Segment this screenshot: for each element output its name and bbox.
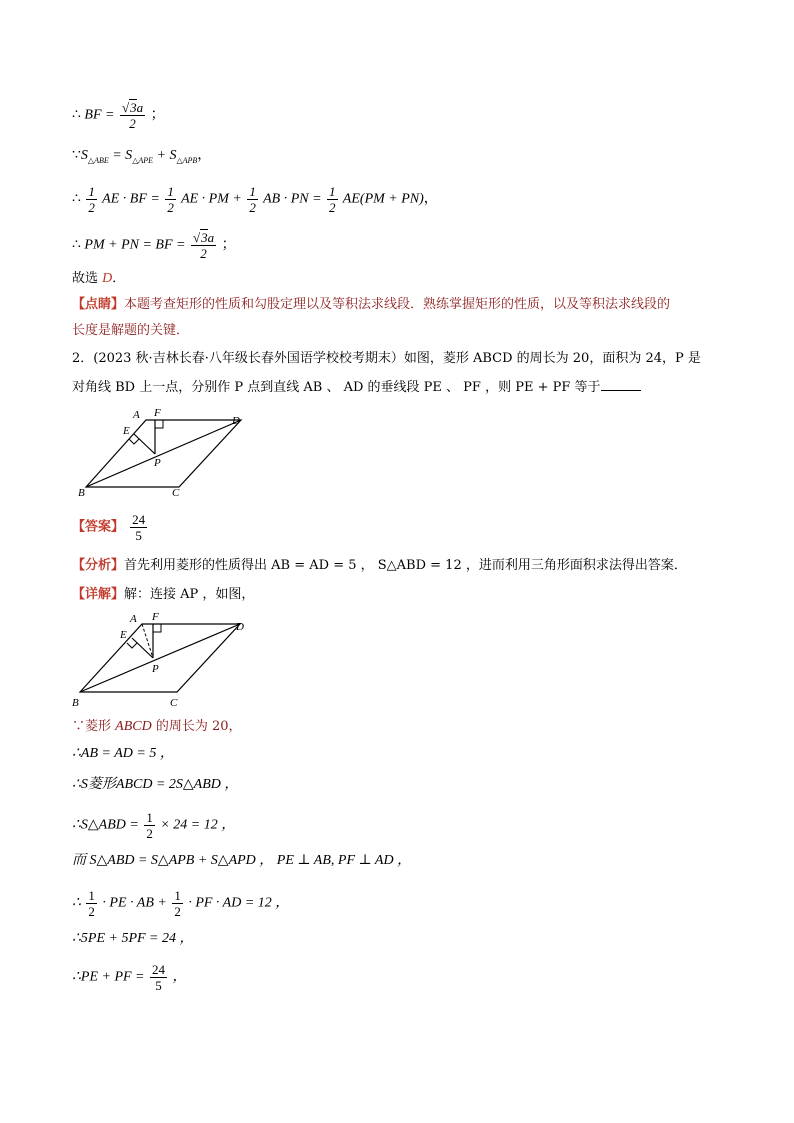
label-f: F — [154, 407, 161, 419]
question-2-line-1: 2．(2023 秋·吉林长春·八年级长春外国语学校校考期末）如图，菱形 ABCD 的周长为 20，面积为 24，P 是 — [72, 351, 701, 366]
eq-area-sum: $\because S_{\triangle ABE} = S_{\triangle APE} + S_{\triangle APB}$， — [72, 148, 212, 165]
label-b-2: B — [72, 697, 79, 709]
label-p-2: P — [152, 663, 159, 675]
rhombus-figure-2 — [70, 610, 260, 710]
eq-bf: ∴ BF = $\frac{√3a}{2}$ ； — [72, 100, 165, 131]
step-2: ∴AB = AD = 5 ， — [72, 746, 174, 761]
step-5: 而 S△ABD = S△APB + S△APD ， PE ⊥ AB, PF ⊥ AD ， — [72, 853, 412, 868]
rhombus-figure-1 — [76, 404, 256, 499]
choose-answer: 故选 D． — [72, 271, 126, 286]
label-e-2: E — [120, 629, 127, 641]
step-8: ∴PE + PF = $\frac{24}{5}$ ， — [72, 962, 187, 993]
choice-d: D — [102, 271, 113, 286]
step-7: ∴5PE + 5PF = 24 ， — [72, 931, 194, 946]
tip-line-2: 长度是解题的关键． — [72, 323, 190, 338]
label-a-2: A — [130, 613, 137, 625]
answer-blank — [601, 378, 641, 391]
analysis-tag: 【分析】 — [72, 558, 125, 573]
label-f-2: F — [152, 611, 159, 623]
therefore-symbol: ∴ — [72, 107, 81, 123]
label-d: D — [232, 415, 240, 427]
label-c: C — [172, 487, 180, 499]
tip-line-1: 【点睛】本题考查矩形的性质和勾股定理以及等积法求线段．熟练掌握矩形的性质，以及等积法求线段的 — [72, 297, 671, 312]
question-2-line-2: 对角线 BD 上一点，分别作 P 点到直线 AB 、 AD 的垂线段 PE 、 PF ，则 PE + PF 等于 — [72, 378, 641, 397]
label-a: A — [133, 409, 140, 421]
answer-tag: 【答案】 — [72, 519, 125, 535]
detail-line: 【详解】解：连接 AP ，如图， — [72, 587, 255, 602]
answer-fraction: $\frac{24}{5}$ — [132, 512, 146, 543]
frac-sqrt3a-2: $\frac{√3a}{2}$ — [121, 100, 144, 131]
label-p: P — [154, 457, 161, 469]
detail-tag: 【详解】 — [72, 587, 125, 602]
eq-pm-pn: ∴ PM + PN = BF = $\frac{√3a}{2}$ ； — [72, 230, 236, 261]
label-e: E — [123, 425, 130, 437]
step-1: ∵菱形 ABCD 的周长为 20， — [72, 719, 242, 734]
step-4: ∴S△ABD = $\frac{1}{2}$ × 24 = 12 ， — [72, 810, 236, 841]
label-b: B — [78, 487, 85, 499]
eq-bf-lhs: BF = — [84, 107, 115, 123]
step-3: ∴S菱形ABCD = 2S△ABD ， — [72, 777, 239, 792]
answer-line — [72, 512, 149, 543]
eq-area-expand: ∴ $\frac{1}{2}$ AE · BF = $\frac{1}{2}$ AE · PM + $\frac{1}{2}$ AB · PN = $\frac{1}{2}$ AE(PM + PN)， — [72, 184, 438, 215]
step-6: ∴ $\frac{1}{2}$ · PE · AB + $\frac{1}{2}$ · PF · AD = 12 ， — [72, 888, 290, 919]
analysis-line: 【分析】首先利用菱形的性质得出 AB = AD = 5 ， S△ABD = 12 ，进而利用三角形面积求法得出答案． — [72, 558, 687, 573]
label-c-2: C — [170, 697, 178, 709]
label-d-2: D — [236, 621, 244, 633]
tip-tag: 【点睛】 — [72, 297, 125, 312]
